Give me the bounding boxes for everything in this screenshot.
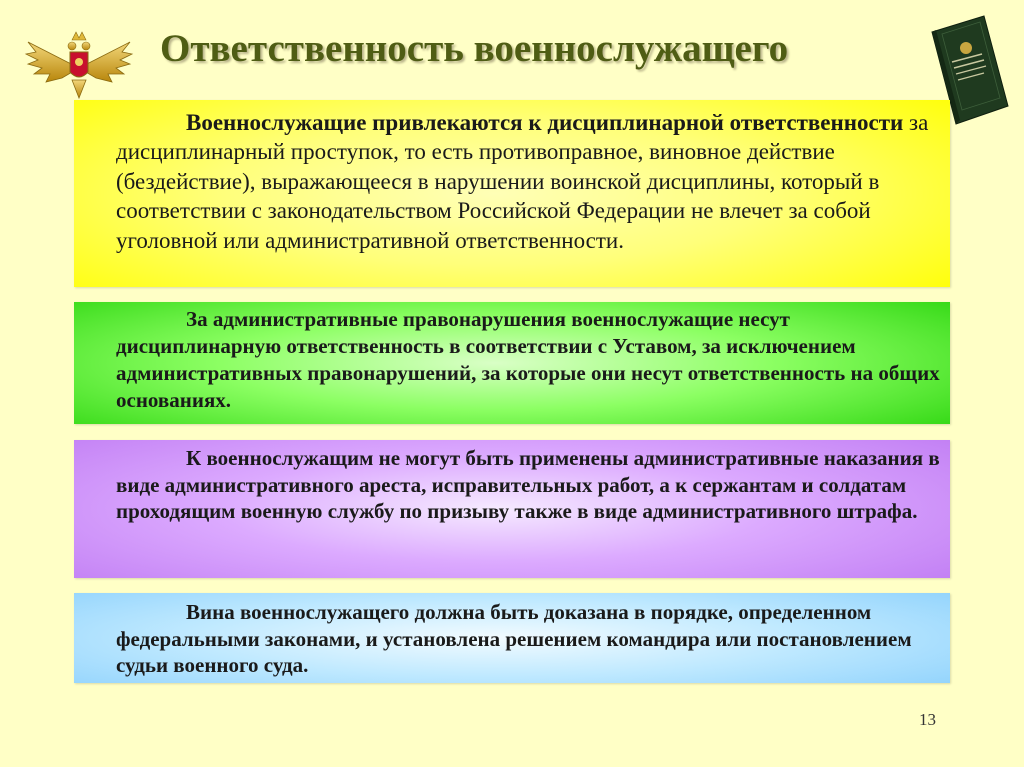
block-text: [116, 445, 940, 525]
block-text: [116, 306, 940, 414]
block-rest: за дисциплинарный проступок, то есть противоправное, виновное действие (бездействие), выражающееся в нарушении воинской дисциплины, который в соответствии с законодательством Российской Федерации не влечет за собой уголовной или административной ответственности.: [116, 110, 929, 253]
block-text: [116, 108, 940, 255]
page-number: 13: [919, 710, 936, 729]
block-body: Вина военнослужащего должна быть доказана в порядке, определенном федеральными законами, и установлена решением командира или постановлением судьи военного суда.: [116, 600, 912, 677]
block-disciplinary-responsibility: [74, 100, 950, 287]
slide-title: Ответственность военнослужащего: [160, 27, 789, 70]
block-administrative-offenses: [74, 302, 950, 424]
block-lead-bold: Военнослужащие привлекаются к дисциплинарной ответственности: [186, 110, 904, 135]
block-body: К военнослужащим не могут быть применены административные наказания в виде административного ареста, исправительных работ, а к сержантам и солдатам проходящим военную службу по призыву также в виде административного штрафа.: [116, 446, 940, 523]
block-administrative-penalties: [74, 440, 950, 578]
block-text: [116, 599, 940, 679]
eagle-emblem-icon: [22, 28, 136, 104]
block-proof-of-guilt: [74, 593, 950, 683]
block-body: За административные правонарушения военнослужащие несут дисциплинарную ответственность в соответствии с Уставом, за исключением административных правонарушений, за которые они несут ответственность на общих основаниях.: [116, 307, 940, 412]
